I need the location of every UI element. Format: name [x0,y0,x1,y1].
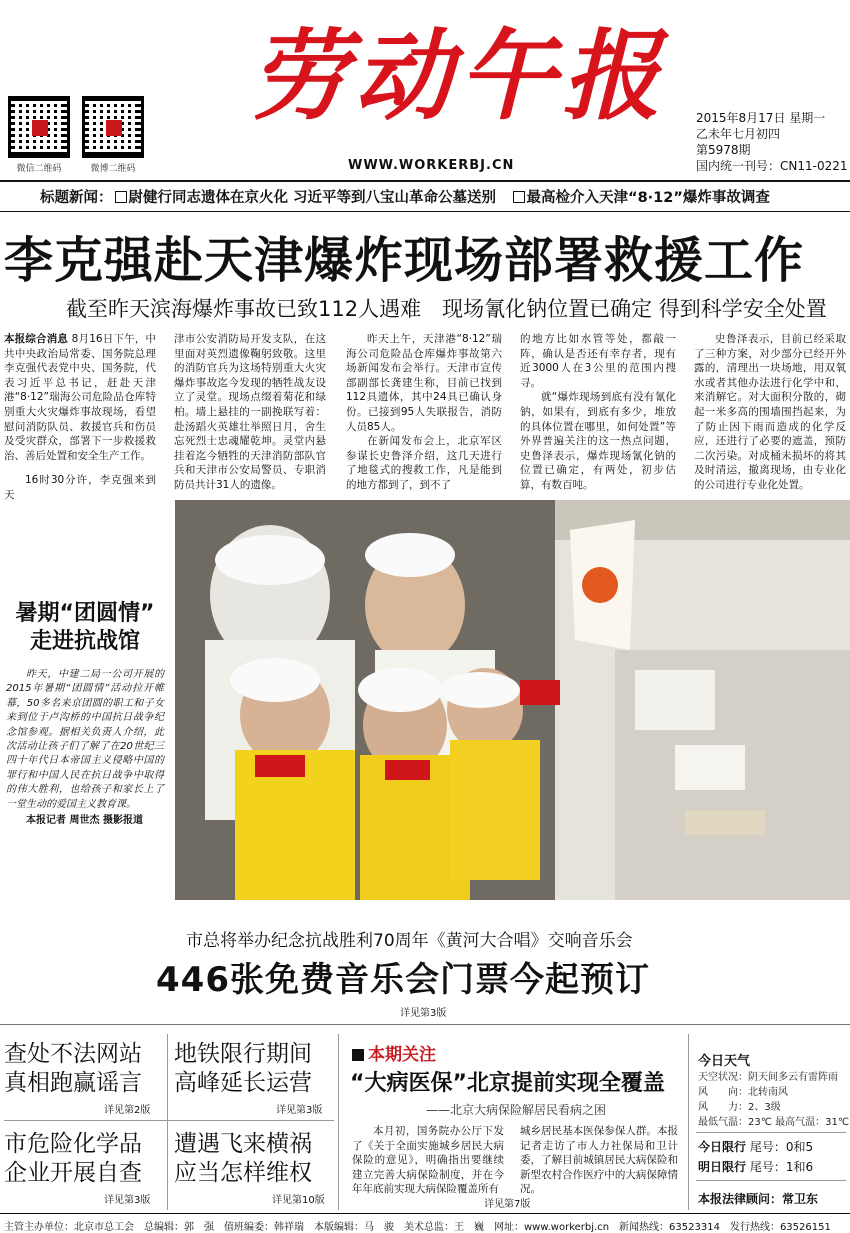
masthead-url[interactable]: WWW.WORKERBJ.CN [348,158,515,173]
concert-kicker: 市总将举办纪念抗战胜利70周年《黄河大合唱》交响音乐会 [186,931,633,951]
lead-column-2: 津市公安消防局开发支队，在这里面对英烈遗像鞠躬致敬。这里的消防官兵为这场特别重大火灾爆炸事故迄今发现的牺牲战友设立了灵堂。现场点缀着菊花和绿柏。墙上悬挂的一副挽联写着：赴汤蹈火英雄壮举照日月，舍生忘死烈士忠魂耀乾坤。灵堂内悬挂着迄今牺牲的天津消防部队官兵和天津市公安局警员、专职消防员共计31人的遗像。 [174,333,326,491]
lead-column-4 [520,332,676,493]
weather-label: 风 力： [698,1102,748,1113]
brief-see-page[interactable]: 详见第2版 [104,1105,151,1116]
lead-text: 就“爆炸现场到底有没有氰化钠，如果有，到底有多少，堆放的具体位置在哪里，如何处置”等外界普遍关注的这一热点问题，史鲁泽表示，爆炸现场氰化钠的位置已确定，有两处，初步估算，有数百吨。 [520,391,676,491]
feature-label-text: 本期关注 [368,1045,436,1065]
traffic-today [698,1138,813,1155]
brief-see-page[interactable]: 详见第3版 [104,1195,151,1206]
lead-column-1 [4,332,156,503]
feature-label [352,1040,436,1065]
feature-subheadline: ——北京大病保险解居民看病之困 [426,1103,607,1117]
traffic-tomorrow [698,1158,813,1175]
brief-headline[interactable] [174,1040,312,1098]
lead-text: 昨天上午，天津港“8·12”瑞海公司危险品仓库爆炸事故第六场新闻发布会举行。天津市宣传部副部长龚建生称，目前已找到112具遗体，其中24具已确认身份。已接到95人失联报告，消防人员85人。 [346,333,502,433]
feature-see-page[interactable]: 详见第7版 [484,1199,531,1210]
lead-headline[interactable]: 李克强赴天津爆炸现场部署救援工作 [4,232,805,289]
traffic-tomorrow-value: 尾号：1和6 [749,1160,814,1174]
brief-line: 企业开展自查 [4,1160,142,1186]
side-story-credit: 本报记者 周世杰 摄影报道 [26,815,143,826]
feature-column-2: 城乡居民基本医保参保人群。本报记者走访了市人力社保局和卫计委，了解目前城镇居民大病保险和新型农村合作医疗中的大病保障情况。 [520,1125,678,1196]
weather-details [698,1070,850,1130]
brief-headline[interactable] [174,1130,312,1188]
weather-wind-force: 2、3级 [748,1102,781,1113]
weather-sky: 阴天间多云有雷阵雨 [748,1072,838,1083]
concert-see-page[interactable]: 详见第3版 [400,1008,447,1019]
wechat-qr-caption: 微信二维码 [16,164,62,174]
side-story-title-line: 暑期“团圆情” [15,601,155,626]
brief-line: 市危险化学品 [4,1131,142,1157]
masthead-title: 劳动午报 [250,19,667,134]
brief-line: 应当怎样维权 [174,1160,312,1186]
bullet-icon [115,191,127,203]
lead-column-5: 史鲁泽表示，目前已经采取了三种方案，对少部分已经开外露的，清理出一块场地，用双氧水或者其他办法进行化学中和，来消解它。对大面积分散的，砌起一米多高的围墙围挡起来，为了防止因下雨而造成的化学反应，还进行了必要的遮盖，预防二次污染。对成桶未损坏的将其及时清运，撤离现场，由专业化的公司进行专业化处置。 [694,333,846,491]
weather-title: 今日天气 [698,1054,751,1069]
headline-news-item[interactable]: 最高检介入天津“8·12”爆炸事故调查 [526,190,770,206]
brief-see-page[interactable]: 详见第10版 [272,1195,325,1206]
weather-temperature: 最低气温：23℃ 最高气温：31℃ [698,1117,850,1128]
serial-number: 国内统一刊号：CN11-0221 [696,159,848,173]
lead-text: 的地方比如水管等处，都敲一阵，确认是否还有幸存者，现有近3000人在3公里的范围内搜寻。 [520,333,676,389]
issue-date: 2015年8月17日 星期一 [696,111,826,125]
square-icon [352,1049,364,1061]
issue-info [696,110,848,174]
headline-news-item[interactable]: 尉健行同志遗体在京火化 习近平等到八宝山革命公墓送别 [128,190,497,206]
bullet-icon [513,191,525,203]
wechat-qr-code[interactable] [8,96,74,174]
brief-line: 查处不法网站 [4,1041,142,1067]
traffic-tomorrow-label: 明日限行 [698,1160,747,1174]
weather-label: 风 向： [698,1087,748,1098]
traffic-today-label: 今日限行 [698,1140,747,1154]
lead-column-3 [346,332,502,493]
weibo-qr-code[interactable] [82,96,148,174]
headline-news-label: 标题新闻： [40,190,113,206]
brief-see-page[interactable]: 详见第3版 [276,1105,323,1116]
brief-line: 高峰延长运营 [174,1070,312,1096]
weather-label: 天空状况： [698,1072,748,1083]
brief-headline[interactable] [4,1040,142,1098]
brief-line: 地铁限行期间 [174,1041,312,1067]
weather-wind-direction: 北转南风 [748,1087,788,1098]
traffic-today-value: 尾号：0和5 [749,1140,814,1154]
footer-credits: 主管主办单位：北京市总工会 总编辑：郭 强 值班编委：韩祥瑞 本版编辑：马 骏 美术总监：王 巍 网址：www.workerbj.cn 新闻热线：63523314 发行热线：63526151 [4,1222,831,1233]
children-exhibition-photo [175,500,850,900]
lead-byline: 本报综合消息 [4,333,69,345]
feature-headline[interactable]: “大病医保”北京提前实现全覆盖 [350,1071,665,1096]
concert-headline[interactable]: 446张免费音乐会门票今起预订 [156,960,650,1000]
lead-subheadline: 截至昨天滨海爆炸事故已致112人遇难 现场氰化钠位置已确定 得到科学安全处置 [66,297,827,321]
issue-number: 第5978期 [696,143,751,157]
side-story-body: 昨天，中建二局一公司开展的2015年暑期“团圆情”活动拉开帷幕，50多名来京团圆的职工和子女来到位于卢沟桥的中国抗日战争纪念馆参观。据相关负责人介绍，此次活动让孩子们了解了在20世纪三四十年代日本帝国主义侵略中国的罪行和中国人民在抗日战争中取得的伟大胜利，也给孩子和家长上了一堂生动的爱国主义教育课。 [6,669,164,810]
weibo-qr-caption: 微博二维码 [90,164,136,174]
lead-text: 在新闻发布会上，北京军区参谋长史鲁泽介绍，这几天进行了地毯式的搜救工作，凡是能到的地方都到了，到不了 [346,435,502,491]
brief-line: 遭遇飞来横祸 [174,1131,312,1157]
lunar-date: 乙未年七月初四 [696,127,781,141]
headline-news-bar [40,186,770,207]
brief-headline[interactable] [4,1130,142,1188]
side-story-title-line: 走进抗战馆 [29,629,140,654]
lead-text: 16时30分许，李克强来到天 [4,474,156,501]
brief-line: 真相跑赢谣言 [4,1070,142,1096]
lead-photo[interactable] [175,500,850,900]
feature-column-1: 本月初，国务院办公厅下发了《关于全面实施城乡居民大病保险的意见》，明确指出要继续建立完善大病保险制度，并在今年年底前实现大病保险覆盖所有 [352,1125,504,1196]
legal-advisor: 本报法律顾问：常卫东 [698,1192,819,1206]
side-story-title[interactable] [4,600,166,656]
lead-text: 8月16日下午，中共中央政治局常委、国务院总理李克强代表党中央、国务院，代表习近平总书记，赶赴天津港“8·12”瑞海公司危险品仓库特别重大火灾爆炸事故现场，看望慰问消防队员、救援官兵和伤员及受灾群众，部署下一步救援救治、善后处置和安全生产工作。 [4,333,157,462]
